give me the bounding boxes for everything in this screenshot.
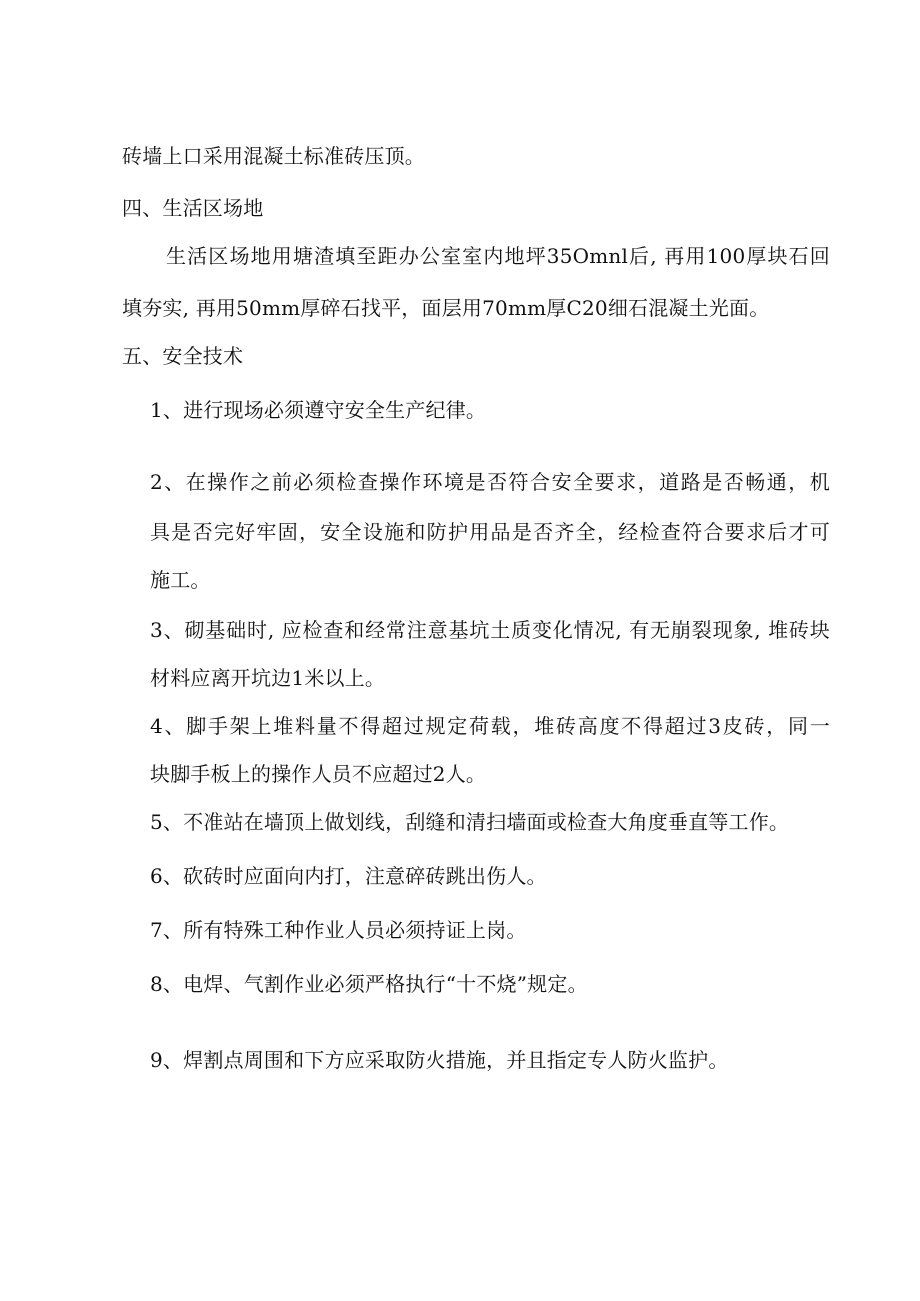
list-item-4-line1: 4、脚手架上堆料量不得超过规定荷载，堆砖高度不得超过3皮砖，同一 <box>150 714 830 738</box>
list-item-1: 1、进行现场必须遵守安全生产纪律。 <box>150 398 487 422</box>
paragraph-living-area-line2: 填夯实, 再用50mm厚碎石找平，面层用70mm厚C20细石混凝土光面。 <box>122 296 770 320</box>
list-item-8: 8、电焊、气割作业必须严格执行“十不烧”规定。 <box>150 972 588 996</box>
list-item-3-line2: 材料应离开坑边1米以上。 <box>150 666 386 690</box>
paragraph-brick-wall-top: 砖墙上口采用混凝土标准砖压顶。 <box>122 144 425 168</box>
list-item-2-line3: 施工。 <box>150 568 211 592</box>
list-item-9: 9、焊割点周围和下方应采取防火措施，并且指定专人防火监护。 <box>150 1048 729 1072</box>
list-item-2-line2: 具是否完好牢固，安全设施和防护用品是否齐全，经检查符合要求后才可 <box>150 520 830 544</box>
list-item-3-line1: 3、砌基础时, 应检查和经常注意基坑土质变化情况, 有无崩裂现象, 堆砖块 <box>150 618 830 642</box>
list-item-6: 6、砍砖时应面向内打，注意碎砖跳出伤人。 <box>150 864 547 888</box>
list-item-7: 7、所有特殊工种作业人员必须持证上岗。 <box>150 918 527 942</box>
section-heading-safety: 五、安全技术 <box>122 344 244 368</box>
list-item-2-line1: 2、在操作之前必须检查操作环境是否符合安全要求，道路是否畅通，机 <box>150 470 830 494</box>
section-heading-living-area: 四、生活区场地 <box>122 196 264 220</box>
list-item-4-line2: 块脚手板上的操作人员不应超过2人。 <box>150 762 487 786</box>
paragraph-living-area-line1: 生活区场地用塘渣填至距办公室室内地坪35Omnl后, 再用100厚块石回 <box>166 244 830 268</box>
list-item-5: 5、不准站在墙顶上做划线，刮缝和清扫墙面或检查大角度垂直等工作。 <box>150 810 790 834</box>
